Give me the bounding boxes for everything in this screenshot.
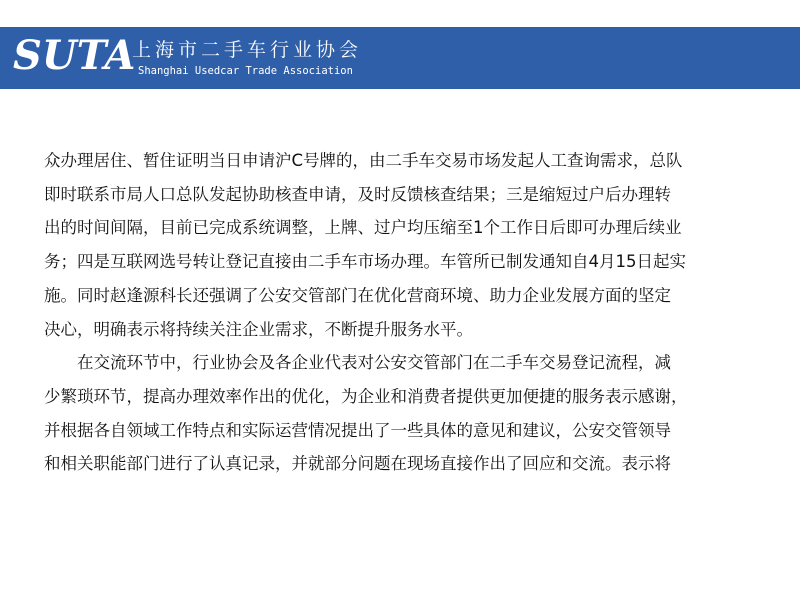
body-line: 出的时间间隔，目前已完成系统调整，上牌、过户均压缩至1个工作日后即可办理后续业	[44, 218, 682, 238]
body-line: 决心，明确表示将持续关注企业需求，不断提升服务水平。	[44, 319, 473, 339]
body-line: 在交流环节中，行业协会及各企业代表对公安交管部门在二手车交易登记流程，减	[77, 353, 671, 373]
org-name-english: Shanghai Usedcar Trade Association	[138, 65, 353, 77]
body-line: 并根据各自领域工作特点和实际运营情况提出了一些具体的意见和建议，公安交管领导	[44, 420, 671, 440]
body-line: 和相关职能部门进行了认真记录，并就部分问题在现场直接作出了回应和交流。表示将	[44, 454, 671, 474]
body-line: 少繁琐环节，提高办理效率作出的优化，为企业和消费者提供更加便捷的服务表示感谢，	[44, 386, 688, 406]
org-name-chinese: 上海市二手车行业协会	[132, 39, 363, 61]
body-line: 众办理居住、暂住证明当日申请沪C号牌的，由二手车交易市场发起人工查询需求，总队	[44, 151, 683, 170]
article-body	[44, 144, 756, 481]
body-line: 务；四是互联网选号转让登记直接由二手车市场办理。车管所已制发通知自4月15日起实	[44, 252, 686, 272]
suta-logo: SUTA	[13, 32, 136, 79]
body-line: 即时联系市局人口总队发起协助核查申请，及时反馈核查结果；三是缩短过户后办理转	[44, 184, 671, 204]
body-line: 施。同时赵逢源科长还强调了公安交管部门在优化营商环境、助力企业发展方面的坚定	[44, 285, 671, 305]
